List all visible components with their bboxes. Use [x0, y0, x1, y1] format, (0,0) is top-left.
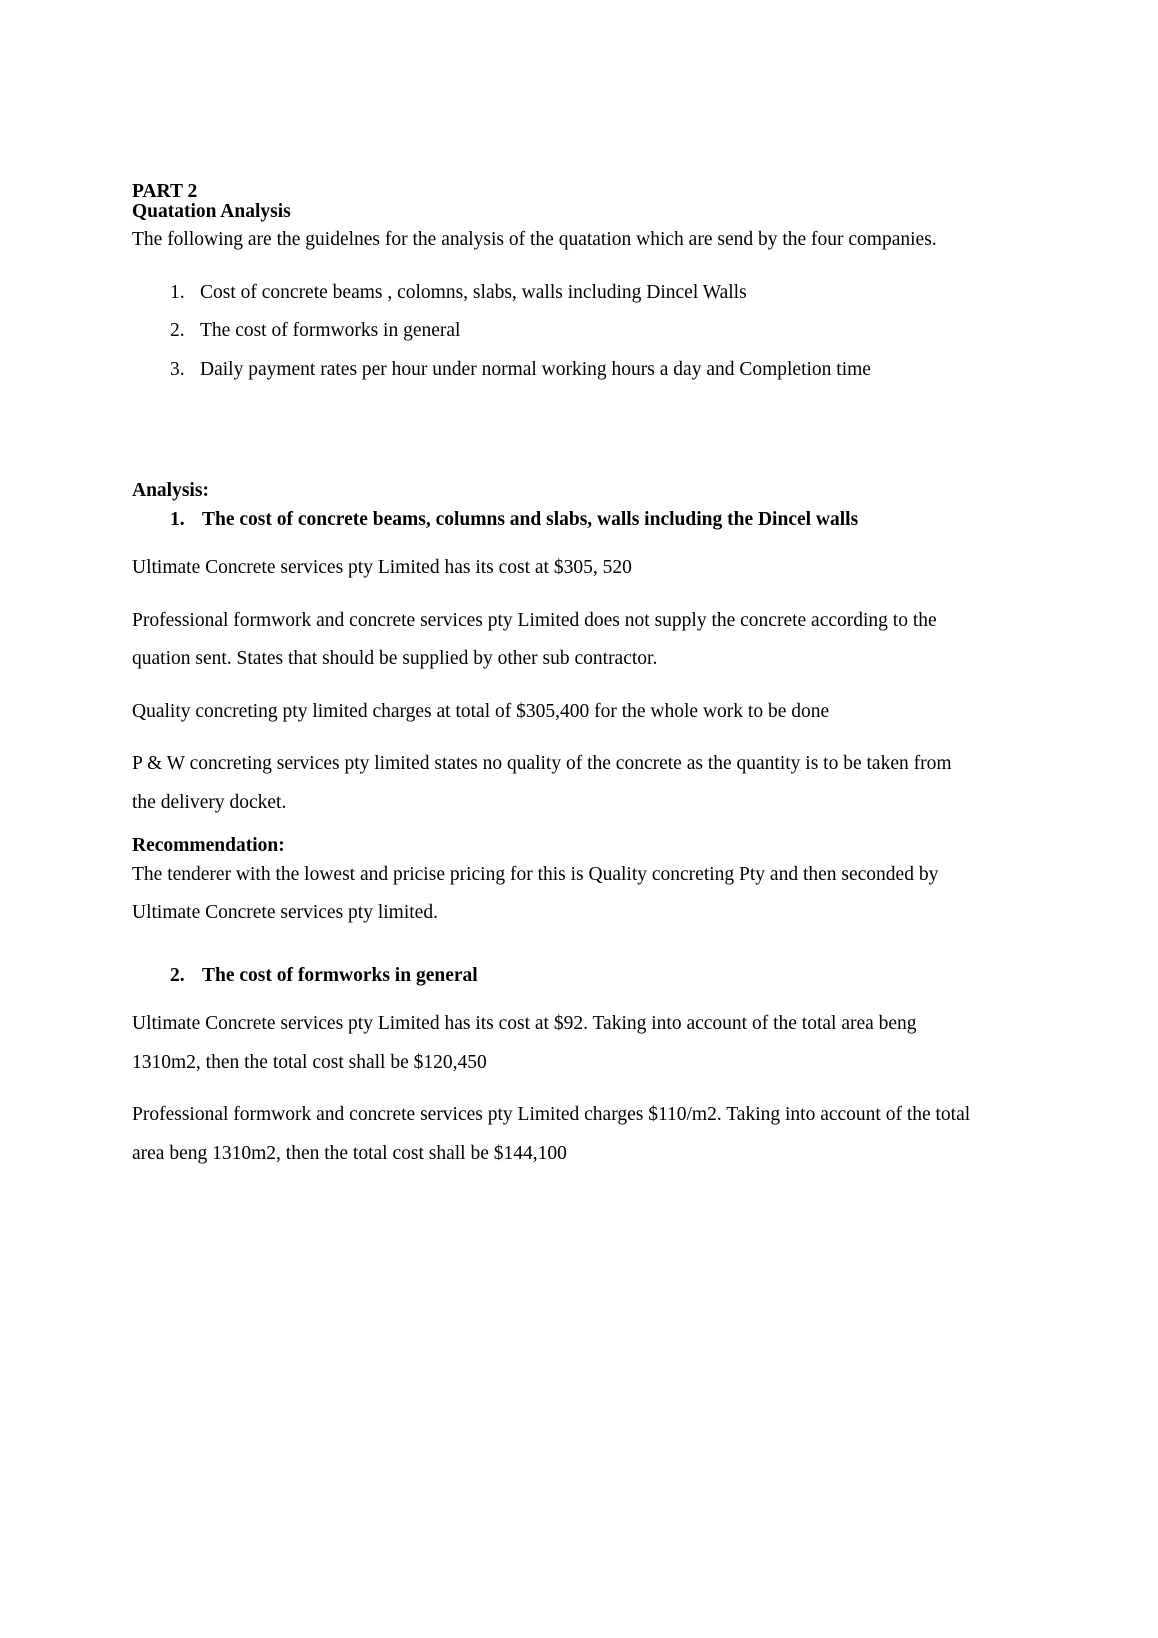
list-item [132, 957, 972, 996]
analysis-item-1-heading-list [132, 501, 972, 540]
list-item [132, 312, 972, 351]
heading-spacer [132, 995, 972, 1005]
list-marker: 3. [170, 358, 185, 380]
analysis-1-paragraph-1: Ultimate Concrete services pty Limited has its cost at $305, 520 [132, 557, 632, 578]
analysis-2-paragraph-1: Ultimate Concrete services pty Limited has its cost at $92. Taking into account of the total area beng 1310m2, then the total cost shall be $120,450 [132, 1013, 917, 1073]
recommendation-paragraph: The tenderer with the lowest and pricise pricing for this is Quality concreting Pty and then seconded by Ultimate Concrete services pty limited. [132, 863, 939, 923]
analysis-1-paragraph-3: Quality concreting pty limited charges at total of $305,400 for the whole work to be done [132, 700, 830, 722]
intro-paragraph: The following are the guidelnes for the analysis of the quatation which are send by the four companies. [132, 229, 937, 250]
section-title: Quatation Analysis [132, 200, 291, 222]
list-item-label: Cost of concrete beams , colomns, slabs, walls including Dincel Walls [200, 281, 747, 303]
list-item-label: Daily payment rates per hour under normal working hours a day and Completion time [200, 358, 871, 380]
analysis-2-paragraph-2: Professional formwork and concrete services pty Limited charges $110/m2. Taking into account of the total area beng 1310m2, then the total cost shall be $144,100 [132, 1104, 971, 1164]
list-marker: 1. [170, 508, 185, 530]
recommendation-heading: Recommendation: [132, 835, 285, 856]
section-spacer [132, 389, 972, 481]
analysis-item-2-heading-list [132, 957, 972, 996]
heading-spacer [132, 539, 972, 549]
list-item-label: The cost of formworks in general [202, 964, 478, 986]
list-item-label: The cost of concrete beams, columns and slabs, walls including the Dincel walls [202, 508, 859, 530]
list-marker: 2. [170, 320, 185, 341]
page-title: PART 2 [132, 181, 198, 202]
analysis-1-paragraph-4: P & W concreting services pty limited states no quality of the concrete as the quantity is to be taken from the delivery docket. [132, 753, 952, 813]
item-spacer [132, 947, 972, 957]
list-item [132, 351, 972, 390]
guideline-list [132, 274, 972, 390]
document-body [132, 182, 972, 1187]
analysis-heading: Analysis: [132, 480, 209, 501]
list-marker: 1. [170, 281, 185, 303]
list-item [132, 274, 972, 313]
list-item [132, 501, 972, 540]
analysis-1-paragraph-2: Professional formwork and concrete services pty Limited does not supply the concrete according to the quation sent. States that should be supplied by other sub contractor. [132, 609, 937, 669]
list-marker: 2. [170, 964, 185, 986]
list-item-label: The cost of formworks in general [200, 320, 461, 341]
